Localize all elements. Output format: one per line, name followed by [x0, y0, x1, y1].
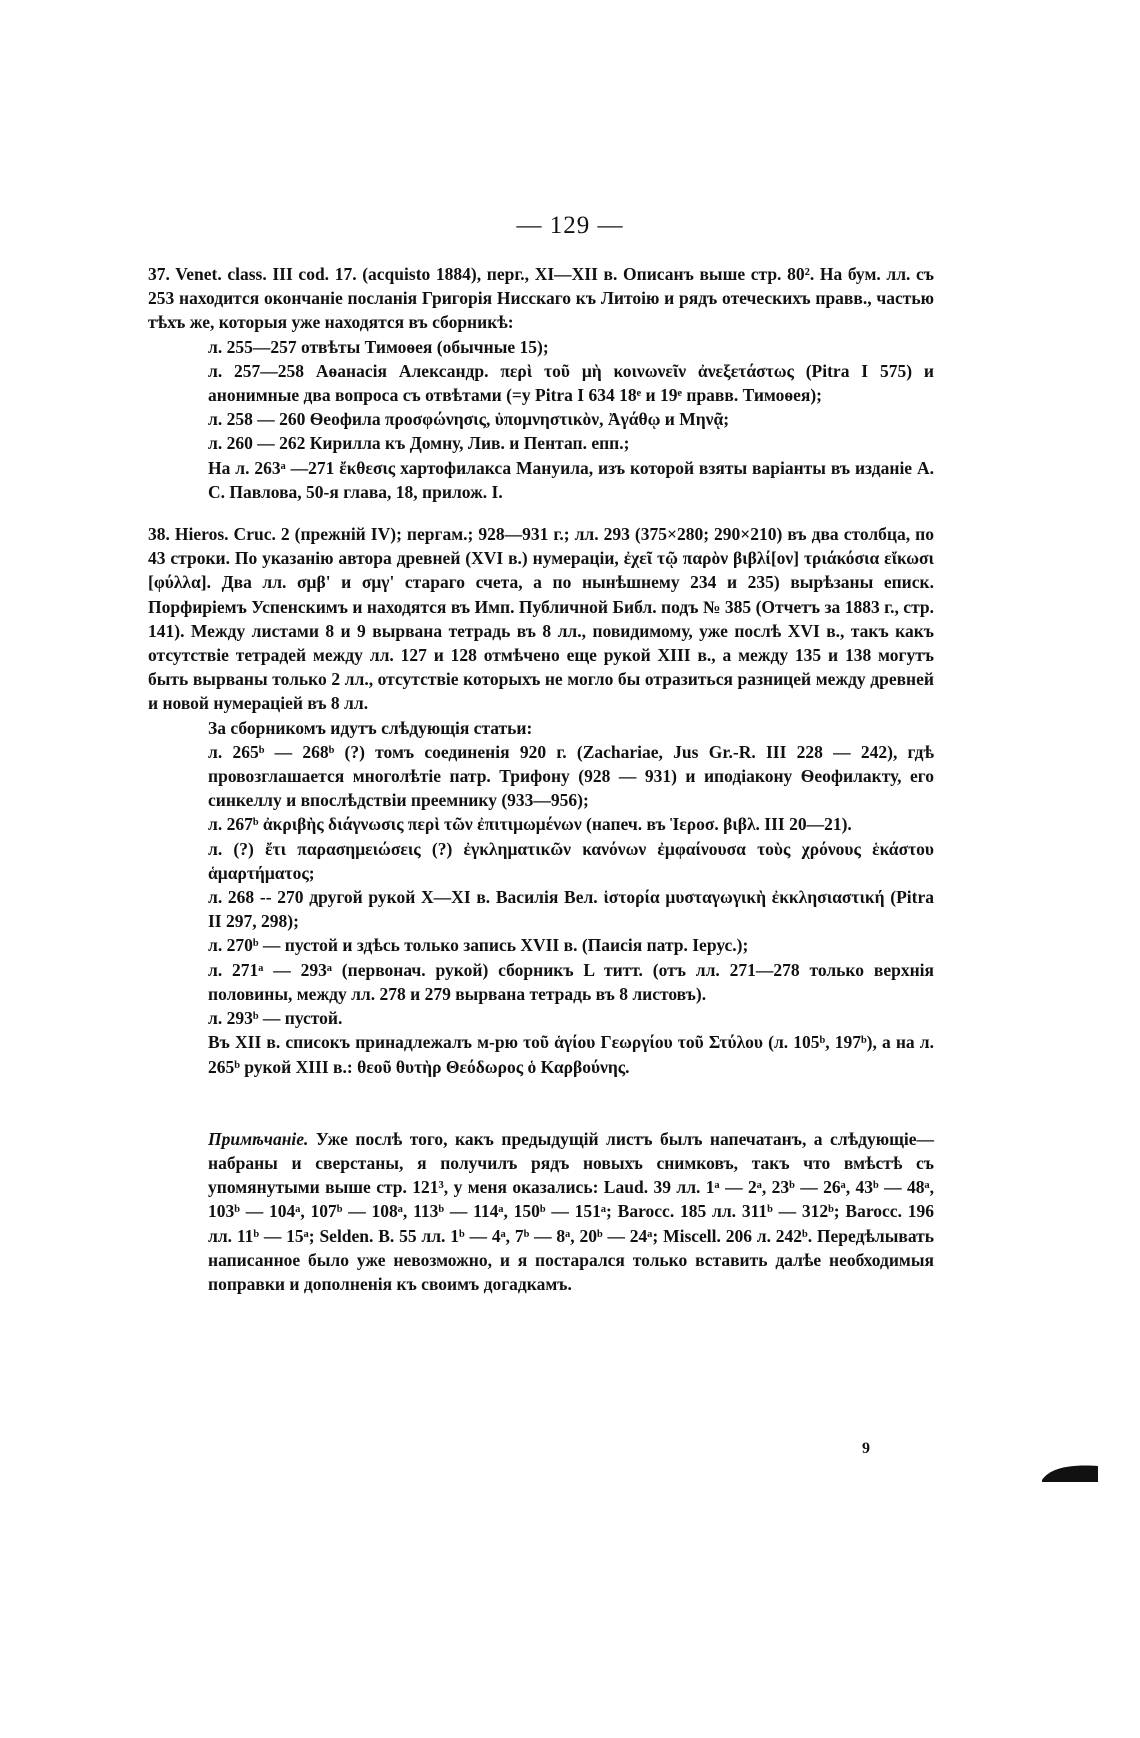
section-gap [148, 1079, 934, 1127]
signature-mark: 9 [862, 1440, 870, 1457]
page-number: — 129 — [516, 212, 624, 239]
entry-38-item: л. (?) ἔτι παρασημειώσεις (?) ἐγκληματικῶν κανόνων ἐμφαίνουσα τοὺς χρόνους ἑκάστου ἁμαρτήματος; [208, 838, 934, 883]
entry-37-item: На л. 263ᵃ —271 ἔκθεσις хартофилакса Мануила, изъ которой взяты варіанты въ изданіе А. С. Павлова, 50-я глава, 18, прилож. I. [208, 457, 934, 502]
entry-38-item: л. 293ᵇ — пустой. [208, 1008, 343, 1029]
page-body [148, 262, 934, 1296]
entry-38-item: л. 271ᵃ — 293ᵃ (первонач. рукой) сборникъ L титт. (отъ лл. 271—278 только верхнія половины, между лл. 278 и 279 вырвана тетрадь въ 8 листовъ). [208, 959, 934, 1004]
entry-38-item: л. 268 -- 270 другой рукой X—XI в. Василія Вел. ἱστορία μυσταγωγικὴ ἐκκλησιαστική (Pitra II 297, 298); [208, 887, 934, 932]
entry-37-item: л. 260 — 262 Кирилла къ Домну, Лив. и Пентап. епп.; [208, 433, 630, 454]
entry-38 [148, 522, 934, 1079]
entry-37 [148, 262, 934, 504]
entry-37-item: л. 255—257 отвѣты Тимоѳея (обычные 15); [208, 336, 549, 357]
entry-37-intro: 37. Venet. class. III cod. 17. (acquisto 1884), перг., XI—XII в. Описанъ выше стр. 80². На бум. лл. съ 253 находится окончаніе посланія Григорія Нисскаго къ Литоію и рядъ отеческихъ правв., частью тѣхъ же, которыя уже находятся въ сборникѣ: [148, 264, 934, 333]
note-text: Уже послѣ того, какъ предыдущій листъ былъ напечатанъ, а слѣдующіе—набраны и сверстаны, я получилъ рядъ новыхъ снимковъ, такъ что вмѣстѣ съ упомянутыми выше стр. 121³, у меня оказались: Laud. 39 лл. 1ᵃ — 2ᵃ, 23ᵇ — 26ᵃ, 43ᵇ — 48ᵃ, 103ᵇ — 104ᵃ, 107ᵇ — 108ᵃ, 113ᵇ — 114ᵃ, 150ᵇ — 151ᵃ; Barocc. 185 лл. 311ᵇ — 312ᵇ; Barocc. 196 лл. 11ᵇ — 15ᵃ; Selden. B. 55 лл. 1ᵇ — 4ᵃ, 7ᵇ — 8ᵃ, 20ᵇ — 24ᵃ; Miscell. 206 л. 242ᵇ. Передѣлывать написанное было уже невозможно, и я постарался только вставить далѣе необходимыя поправки и дополненія къ своимъ догадкамъ. [208, 1128, 935, 1294]
entry-37-item: л. 257—258 Аѳанасія Александр. περὶ τοῦ μὴ κοινωνεῖν ἀνεξετάστως (Pitra I 575) и анонимные два вопроса съ отвѣтами (=у Pitra I 634 18ᵉ и 19ᵉ правв. Тимоѳея); [208, 360, 934, 406]
entry-38-item: л. 265ᵇ — 268ᵇ (?) томъ соединенія 920 г. (Zachariae, Jus Gr.-R. III 228 — 242), гдѣ провозглашается многолѣтіе патр. Трифону (928 — 931) и иподіакону Ѳеофилакту, его синкеллу и впослѣдствіи преемнику (933—956); [208, 741, 934, 811]
entry-38-item: л. 267ᵇ ἀκριβὴς διάγνωσις περὶ τῶν ἐπιτιμωμένων (напеч. въ Ἱεροσ. βιβλ. III 20—21). [208, 814, 852, 835]
entry-38-lead: За сборникомъ идутъ слѣдующія статьи: [208, 717, 533, 738]
note-paragraph [148, 1127, 934, 1296]
section-gap [148, 504, 934, 522]
entry-37-item: л. 258 — 260 Ѳеофила προσφώνησις, ὑπομνηστικὸν, Ἀγάθῳ и Μηνᾷ; [208, 409, 730, 430]
entry-38-intro: 38. Hieros. Cruc. 2 (прежній IV); пергам.; 928—931 г.; лл. 293 (375×280; 290×210) въ два столбца, по 43 строки. По указанію автора древней (XVI в.) нумераціи, ἐχεῖ τῷ παρὸν βιβλί[ον] τριάκόσια εἴκωσι [φύλλα]. Два лл. σμβ' и σμγ' стараго счета, а по нынѣшнему 234 и 235) вырѣзаны еписк. Порфиріемъ Успенскимъ и находятся въ Имп. Публичной Библ. подъ № 385 (Отчетъ за 1883 г., стр. 141). Между листами 8 и 9 вырвана тетрадь въ 8 лл., повидимому, уже послѣ XVI в., такъ какъ отсутствіе тетрадей между лл. 127 и 128 отмѣчено еще рукой XIII в., а между 135 и 138 могутъ быть вырваны только 2 лл., отсутствіе которыхъ не могло бы отразиться разницей между древней и новой нумераціей въ 8 лл. [148, 524, 934, 714]
entry-38-item: л. 270ᵇ — пустой и здѣсь только запись XVII в. (Паисія патр. Іерус.); [208, 935, 749, 956]
ink-blot-mark [1040, 1460, 1100, 1484]
note-label: Примѣчаніе. [208, 1128, 309, 1149]
note [148, 1127, 934, 1296]
entry-38-item: Въ XII в. списокъ принадлежалъ м-рю τοῦ ἁγίου Γεωργίου τοῦ Στύλου (л. 105ᵇ, 197ᵇ), а на л. 265ᵇ рукой XIII в.: θεοῦ θυτὴρ Θεόδωρος ὁ Καρβούνης. [208, 1032, 934, 1077]
